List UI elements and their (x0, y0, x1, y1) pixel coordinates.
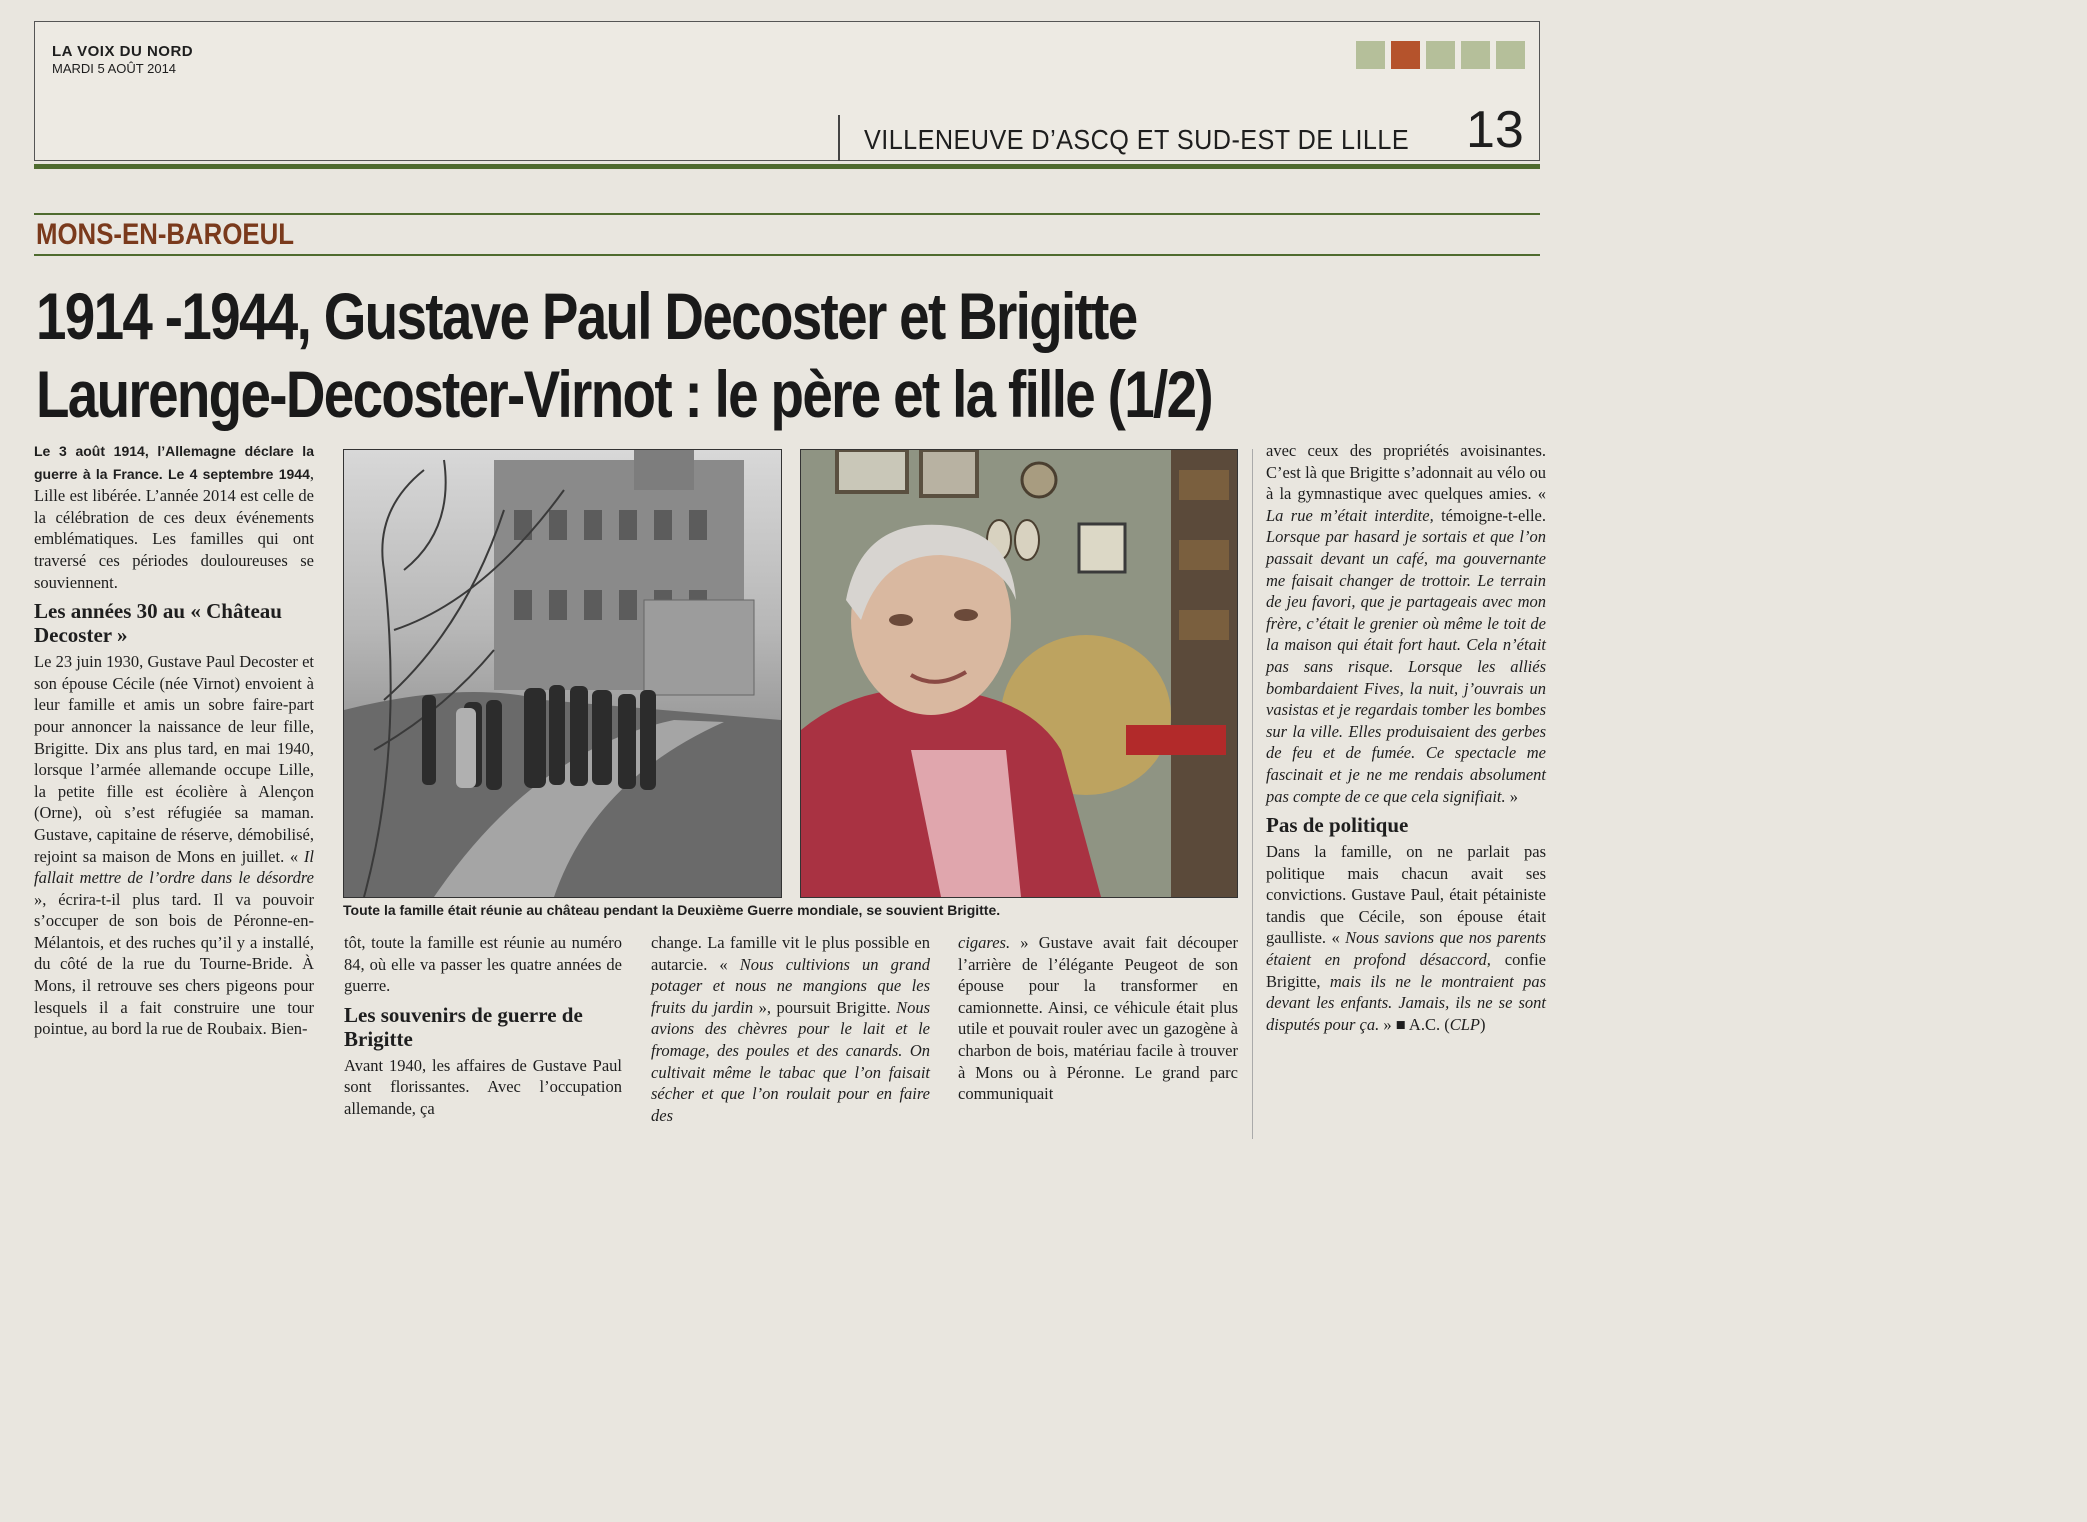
article-column-4 (958, 932, 1238, 1105)
lead-paragraph (34, 440, 314, 593)
article-column-1 (34, 440, 314, 1040)
castle-illustration (344, 450, 781, 897)
section-title: VILLENEUVE D’ASCQ ET SUD-EST DE LILLE (864, 124, 1410, 155)
photo-brigitte-portrait (800, 449, 1238, 898)
subhead-annees-30: Les années 30 au « Château Decoster » (34, 599, 282, 648)
portrait-illustration (801, 450, 1237, 897)
lead-date-1: Le 3 août 1914 (34, 443, 145, 459)
headline-line-1: 1914 -1944, Gustave Paul Decoster et Brigitte (36, 279, 1137, 353)
paragraph-6-close: » (1505, 786, 1519, 806)
paragraph-4-quote-b: Nous avions des chèvres pour le lait et le fromage, des poules et des canards. On cultivait même le tabac que l’on faisait sécher et que l’on roulait pour en faire des (651, 997, 931, 1125)
column-rule (1252, 449, 1253, 1139)
paragraph-1-text-a: Le 23 juin 1930, Gustave Paul Decoster et son épouse Cécile (née Virnot) envoient à leur famille et amis un sobre faire-part pour annoncer la naissance de leur fille, Brigitte. Dix ans plus tard, en mai 1940, lorsque l’armée allemande occupe Lille, la petite fille est écolière à Alençon (Orne), où s’est réfugiée sa maman. Gustave, capitaine de réserve, démobilisé, rejoint sa maison de Mons en juillet. « (34, 652, 314, 866)
kicker-rule-top (34, 213, 1540, 215)
article-column-3 (651, 932, 930, 1126)
color-square-5 (1496, 41, 1525, 69)
lead-date-2: , l’Allemagne déclare la guerre à la France. Le 4 septembre 1944 (34, 443, 314, 482)
paragraph-2: tôt, toute la famille est réunie au numéro 84, où elle va passer les quatre années de guerre. (344, 933, 622, 996)
masthead-divider (838, 115, 840, 161)
byline-agency: CLP (1449, 1014, 1480, 1034)
paragraph-6-quote-b: Lorsque par hasard je sortais et que l’on passait devant un café, ma gouvernante me faisait changer de trottoir. Le terrain de jeu favori, que je partageais avec mon frère, c’était le grenier où même le toit de la maison qui était fort haut. Cela n’était pas sans risque. Lorsque les alliés bombardaient Fives, la nuit, j’ouvrais un vasistas et je regardais tomber les bombes sur la ville. Elles produisaient des gerbes de feu et de fumée. Ce spectacle me fascinait et je ne me rendais absolument pas compte de ce que cela signifiait. (1266, 527, 1546, 806)
kicker-location: MONS-EN-BAROEUL (36, 218, 294, 251)
kicker-rule-bottom (34, 254, 1540, 256)
paragraph-4 (651, 932, 930, 1126)
subhead-souvenirs: Les souvenirs de guerre de Brigitte (344, 1002, 583, 1051)
paragraph-5 (958, 932, 1238, 1105)
page-number: 13 (1466, 101, 1524, 159)
masthead-rule (34, 164, 1540, 169)
paragraph-1-quote: Il fallait mettre de l’ordre dans le désordre (34, 846, 314, 888)
color-square-3 (1426, 41, 1455, 69)
subhead-politique: Pas de politique (1266, 813, 1409, 838)
paragraph-6-text-b: témoigne-t-elle. (1433, 505, 1546, 525)
headline-line-2: Laurenge-Decoster-Virnot : le père et la fille (1/2) (36, 357, 1213, 431)
lead-text: , Lille est libérée. L’année 2014 est celle de la célébration de ces deux événements emblématiques. Les familles qui ont traversé ces périodes douloureuses se souviennent. (34, 463, 314, 592)
paragraph-4-text-b: », poursuit Brigitte. (753, 997, 891, 1017)
newspaper-name: LA VOIX DU NORD (52, 43, 194, 60)
article-column-5 (1266, 440, 1546, 1035)
paragraph-7 (1266, 841, 1546, 1035)
paragraph-5-quote: cigares. (958, 933, 1011, 952)
paragraph-1 (34, 651, 314, 1040)
paragraph-1-text-b: », écrira-t-il plus tard. Il va pouvoir s’occuper de son bois de Péronne-en-Mélantois, et des ruches qu’il y a installé, du côté de la rue du Tourne-Bride. À Mons, il retrouve ses chers pigeons pour lesquels il a fait construire une tour pointue, au bord la rue de Roubaix. Bien- (34, 889, 314, 1039)
byline-suffix: ) (1479, 1014, 1486, 1034)
paragraph-4-quote-a: Nous cultivions un grand potager et nous ne mangions que les fruits du jardin (651, 954, 930, 1017)
paragraph-6-quote-a: La rue m’était interdite, (1266, 505, 1434, 525)
photo-family-at-castle (343, 449, 782, 898)
paragraph-5-text: » Gustave avait fait découper l’arrière de l’élégante Peugeot de son épouse pour la transformer en camionnette. Ainsi, ce véhicule était plus utile et pouvait rouler avec un gazogène à charbon de bois, matériau facile à trouver à Mons ou à Péronne. Le grand parc communiquait (958, 933, 1238, 1104)
paragraph-7-quote-b: mais ils ne le montraient pas devant les enfants. Jamais, ils ne se sont disputés pour ça. (1266, 971, 1546, 1034)
paragraph-6-text-a: avec ceux des propriétés avoisinantes. C’est là que Brigitte s’adonnait au vélo ou à la gymnastique avec quelques amies. « (1266, 441, 1546, 504)
paragraph-4-text-a: change. La famille vit le plus possible en autarcie. « (651, 933, 930, 974)
paragraph-7-text-a: Dans la famille, on ne parlait pas politique mais chacun avait ses convictions. Gustave Paul, était pétainiste tandis que Cécile, son épouse était gaulliste. « (1266, 842, 1546, 948)
byline-prefix: » ■ A.C. ( (1379, 1014, 1450, 1034)
paragraph-3: Avant 1940, les affaires de Gustave Paul sont florissantes. Avec l’occupation allemande, ça (344, 1055, 622, 1118)
issue-date: MARDI 5 AOÛT 2014 (52, 61, 177, 76)
paragraph-7-quote-a: Nous savions que nos parents étaient en profond désaccord, (1266, 928, 1547, 970)
color-square-4 (1461, 41, 1490, 69)
paragraph-6 (1266, 440, 1546, 807)
photo-caption: Toute la famille était réunie au château pendant la Deuxième Guerre mondiale, se souvient Brigitte. (343, 902, 1001, 918)
article-column-2 (344, 932, 622, 1120)
paragraph-7-text-b: confie Brigitte, (1266, 950, 1546, 991)
color-square-1 (1356, 41, 1385, 69)
color-square-2 (1391, 41, 1420, 69)
